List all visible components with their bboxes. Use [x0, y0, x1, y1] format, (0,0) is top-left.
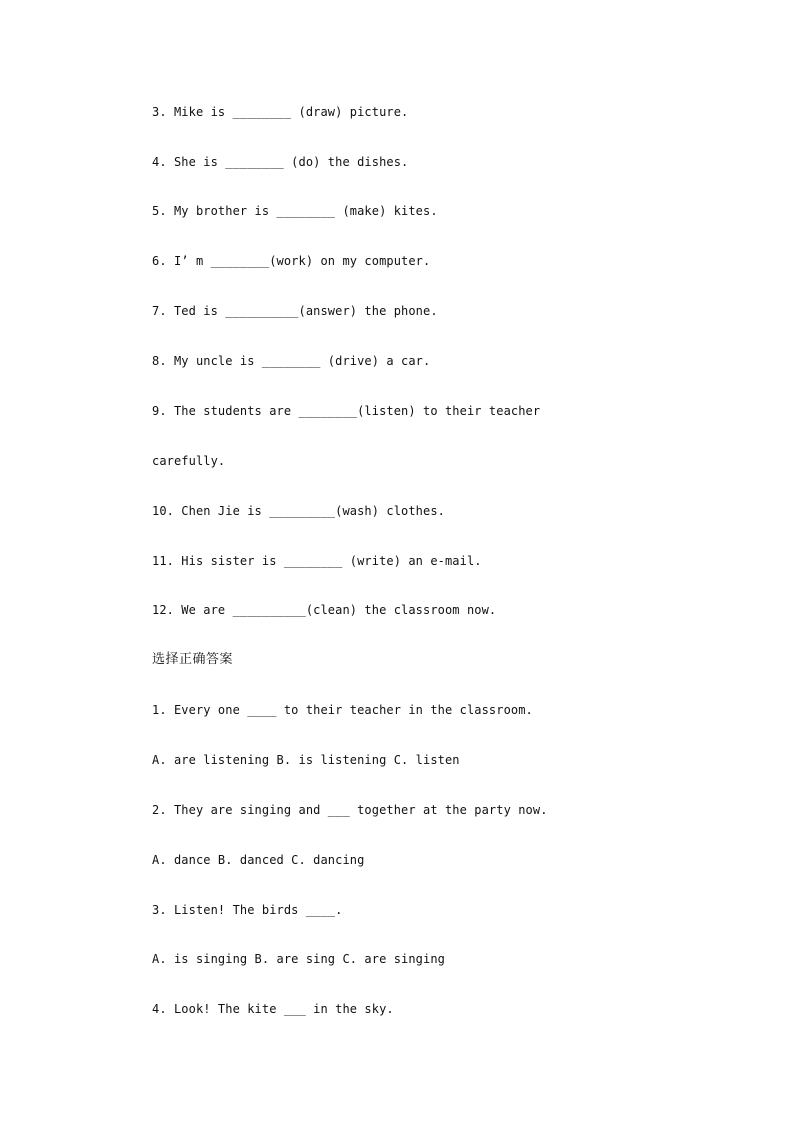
- fill-in-item-8: 8. My uncle is ________ (drive) a car.: [152, 354, 431, 368]
- fill-in-item-9: 9. The students are ________(listen) to their teacher: [152, 404, 541, 418]
- choice-question-3: 3. Listen! The birds ____.: [152, 903, 343, 917]
- choice-question-4: 4. Look! The kite ___ in the sky.: [152, 1002, 394, 1016]
- fill-in-item-12: 12. We are __________(clean) the classroom now.: [152, 603, 497, 617]
- section-heading: 选择正确答案: [152, 652, 234, 667]
- fill-in-item-7: 7. Ted is __________(answer) the phone.: [152, 304, 438, 318]
- fill-in-item-11: 11. His sister is ________ (write) an e-mail.: [152, 554, 482, 568]
- choice-options-1: A. are listening B. is listening C. listen: [152, 753, 460, 767]
- choice-question-2: 2. They are singing and ___ together at the party now.: [152, 803, 548, 817]
- fill-in-item-6: 6. I’ m ________(work) on my computer.: [152, 254, 431, 268]
- fill-in-item-9-continued: carefully.: [152, 454, 226, 468]
- choice-options-2: A. dance B. danced C. dancing: [152, 853, 365, 867]
- choice-question-1: 1. Every one ____ to their teacher in the classroom.: [152, 703, 533, 717]
- fill-in-item-3: 3. Mike is ________ (draw) picture.: [152, 105, 409, 119]
- fill-in-item-4: 4. She is ________ (do) the dishes.: [152, 155, 409, 169]
- choice-options-3: A. is singing B. are sing C. are singing: [152, 952, 445, 966]
- fill-in-item-5: 5. My brother is ________ (make) kites.: [152, 204, 438, 218]
- fill-in-item-10: 10. Chen Jie is _________(wash) clothes.: [152, 504, 445, 518]
